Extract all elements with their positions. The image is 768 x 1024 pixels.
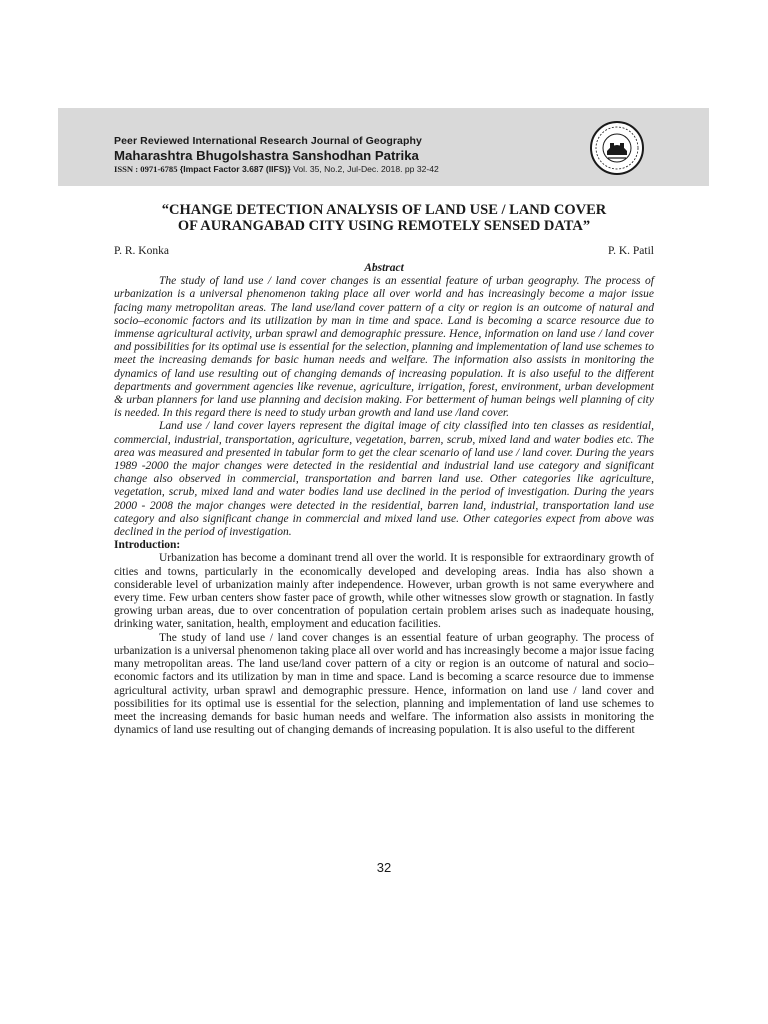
author-2: P. K. Patil [607,245,654,257]
paper-body [114,262,654,737]
paper-title [0,202,768,234]
journal-header-text [114,135,439,175]
journal-volume: Vol. 35, No.2, Jul-Dec. 2018. pp 32-42 [293,164,439,174]
journal-header [58,108,709,186]
introduction-paragraph-1: Urbanization has become a dominant trend all over the world. It is responsible for extraordinary growth of cities and towns, particularly in the economically developed and developing areas. India has also shown a considerable level of urbanization mainly after independence. However, urban growth is not same everywhere and every time. Few urban centers show faster pace of growth, while other witnesses slow growth or stagnation. In fastly growing urban areas, due to over concentration of population certain problem arises such as inadequate housing, drinking water, sanitation, health, employment and education facilities. [114,552,654,631]
author-1: P. R. Konka [114,245,169,257]
abstract-paragraph-2: Land use / land cover layers represent the digital image of city classified into ten classes as residential, commercial, industrial, transportation, agriculture, vegetation, barren, scrub, mixed land and water bodies etc. The area was measured and presented in tabular form to get the clear scenario of land use / land cover. During the years 1989 -2000 the major changes were detected in the residential and industrial land use category and significant change also observed in commercial, transportation and barren land use. Other categories like agriculture, vegetation, scrub, mixed land and water bodies land use declined in the period of investigation. During the years 2000 - 2008 the major changes were detected in the residential, barren land, industrial, transportation land use category and also significant change in commercial and mixed land use. Other categories expect from above was declined in the period of investigation. [114,420,654,539]
journal-name: Maharashtra Bhugolshastra Sanshodhan Patrika [114,148,419,163]
paper-title-line-2: OF AURANGABAD CITY USING REMOTELY SENSED DATA” [177,218,591,234]
introduction-heading: Introduction: [114,539,181,552]
journal-seal-icon [590,121,644,175]
journal-review-line: Peer Reviewed International Research Journal of Geography [114,135,422,147]
abstract [114,275,654,539]
paper-title-line-1: “CHANGE DETECTION ANALYSIS OF LAND USE / LAND COVER [161,202,607,218]
journal-issn: ISSN : 0971-6785 [114,164,178,174]
abstract-heading: Abstract [364,262,404,274]
introduction-paragraph-2: The study of land use / land cover changes is an essential feature of urban geography. The process of urbanization is a universal phenomenon taking place all over world and has increasingly become a major issue facing many metropolitan areas. The land use/land cover pattern of a city or region is an outcome of natural and socio–economic factors and its utilization by man in time and space. Land is becoming a scarce resource due to immense agricultural activity, urban sprawl and demographic pressure. Hence, information on land use / land cover and possibilities for its optimal use is essential for the selection, planning and implementation of land use schemes to meet the increasing demands for basic human needs and welfare. The information also assists in monitoring the dynamics of land use resulting out of changing demands of increasing population. It is also useful to the different [114,631,655,737]
page-number: 32 [376,860,392,875]
journal-issn-line [114,163,439,175]
journal-impact-factor: {Impact Factor 3.687 (IIFS)} [179,164,291,174]
abstract-paragraph-1: The study of land use / land cover changes is an essential feature of urban geography. The process of urbanization is a universal phenomenon taking place all over world and has increasingly become a major issue facing many metropolitan areas. The land use/land cover pattern of a city or region is an outcome of natural and socio–economic factors and its utilization by man in time and space. Land is becoming a scarce resource due to immense agricultural activity, urban sprawl and demographic pressure. Hence, information on land use / land cover and possibilities for its optimal use is essential for the selection, planning and implementation of land use schemes to meet the increasing demands for basic human needs and welfare. The information also assists in monitoring the dynamics of land use resulting out of changing demands of increasing population. It is also useful to the different departments and government agencies like revenue, agriculture, irrigation, forest, environment, urban development & urban planners for land use planning and decision making. For betterment of human beings well planning of city is needed. In this regard there is need to study urban growth and land use /land cover. [114,275,654,420]
